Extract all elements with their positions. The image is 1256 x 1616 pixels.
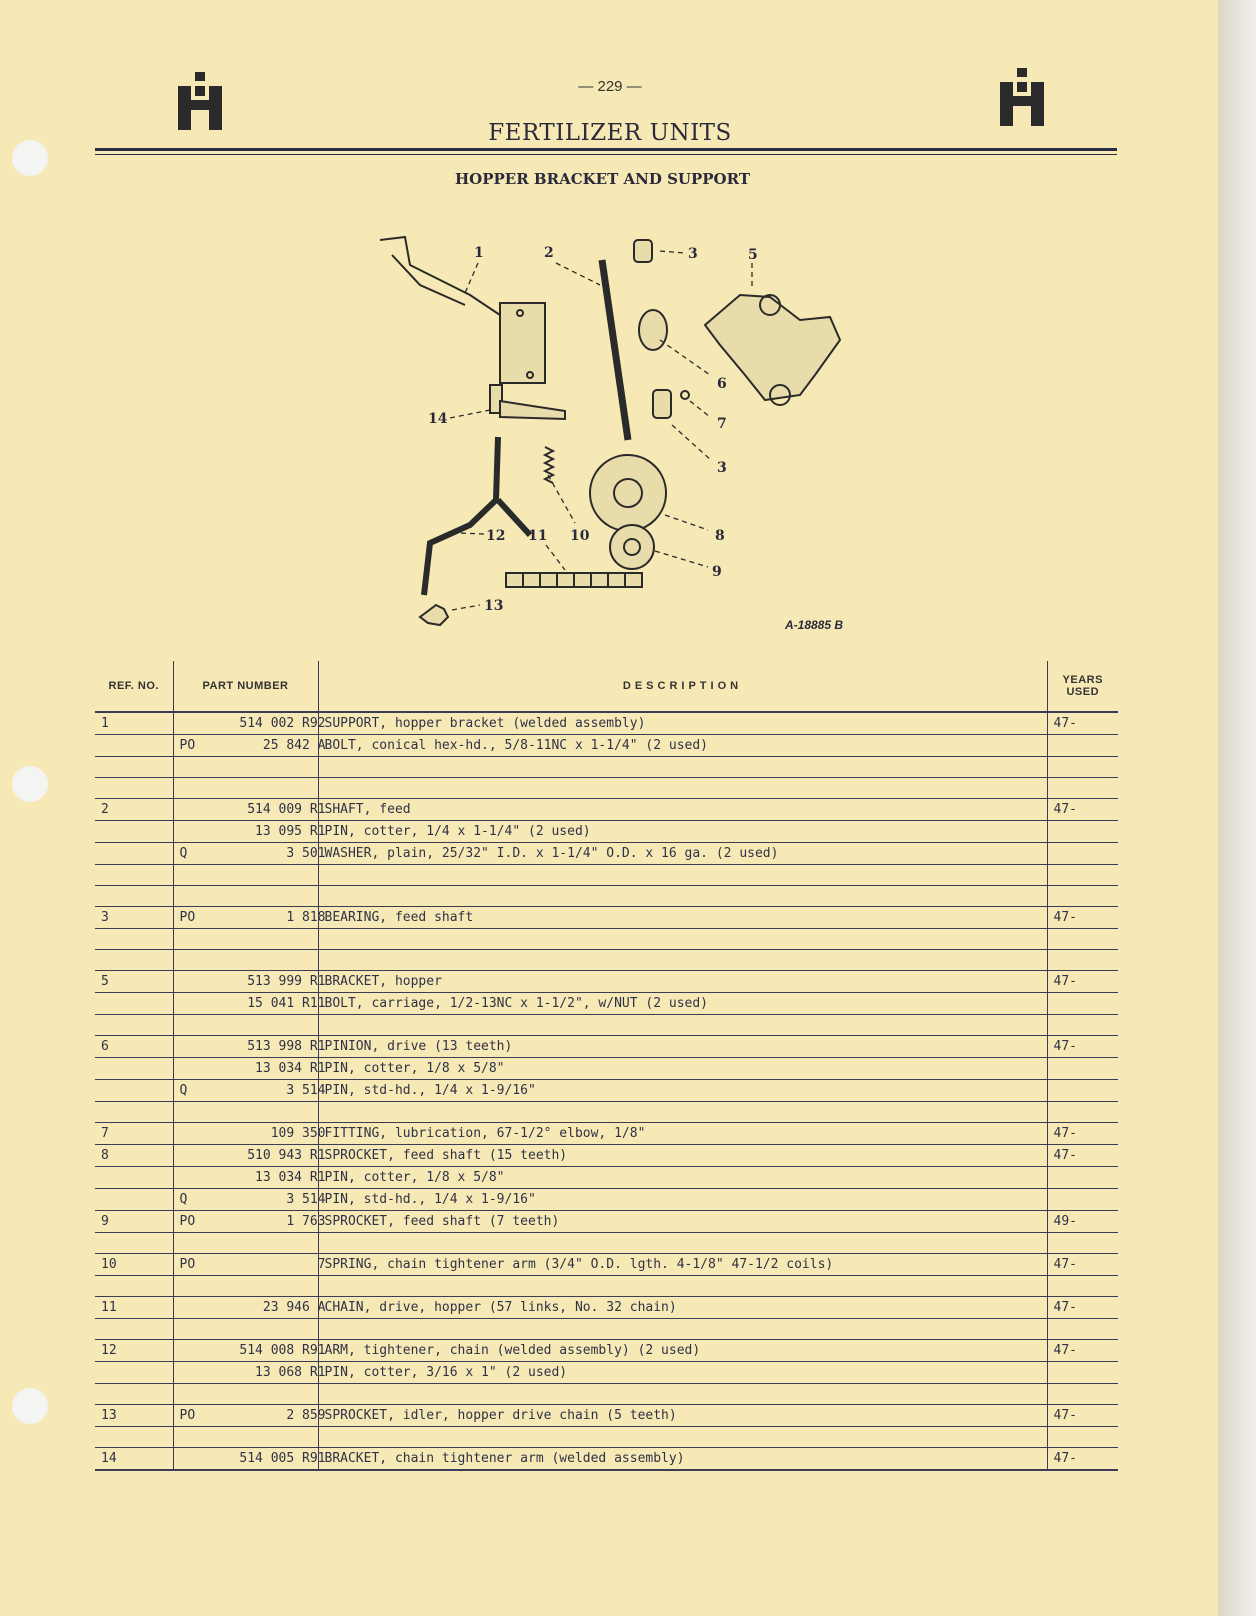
part-number: 13 068 R1: [255, 1365, 326, 1380]
description-cell: [318, 1362, 1047, 1384]
years-used-cell: [1047, 1123, 1118, 1145]
ref-no: 1: [101, 716, 109, 731]
ref-no-cell: [95, 1145, 173, 1167]
table-row: [95, 1189, 1118, 1211]
years-used-cell: [1047, 1276, 1118, 1297]
part-number: 25 842 A: [262, 738, 326, 753]
ref-no-cell: [95, 1362, 173, 1384]
ref-no-cell: [95, 886, 173, 907]
part-number-cell: [173, 1448, 326, 1471]
ref-no-cell: [95, 1036, 173, 1058]
ref-no-cell: [95, 1015, 173, 1036]
description-cell: [318, 1211, 1047, 1233]
part-number-cell: [173, 843, 326, 865]
description-cell: [318, 1189, 1047, 1211]
callout-5: 5: [748, 247, 758, 263]
table-row: [95, 1167, 1118, 1189]
description-cell: [318, 799, 1047, 821]
table-row: [95, 712, 1118, 735]
description: PIN, cotter, 3/16 x 1" (2 used): [324, 1365, 568, 1380]
table-row: [95, 1254, 1118, 1276]
callout-2: 2: [544, 245, 554, 261]
description: SPROCKET, feed shaft (15 teeth): [324, 1148, 568, 1163]
part-prefix: PO: [179, 738, 196, 753]
part-number-cell: [173, 1427, 318, 1448]
description-cell: [318, 1123, 1047, 1145]
table-row: [95, 1319, 1118, 1340]
table-row: [95, 1448, 1118, 1471]
years-used-cell: [1047, 1145, 1118, 1167]
header-years-used: [1047, 661, 1118, 712]
description: SHAFT, feed: [324, 802, 411, 817]
description-cell: [318, 1297, 1047, 1319]
years-used-cell: [1047, 907, 1118, 929]
description-cell: [318, 1058, 1047, 1080]
ref-no: 13: [101, 1408, 117, 1423]
ref-no-cell: [95, 1080, 173, 1102]
years-used: 47-: [1053, 1148, 1077, 1163]
table-row: [95, 1036, 1118, 1058]
table-row: [95, 950, 1118, 971]
table-row: [95, 1427, 1118, 1448]
description: PIN, cotter, 1/4 x 1-1/4" (2 used): [324, 824, 591, 839]
description: CHAIN, drive, hopper (57 links, No. 32 chain): [324, 1300, 677, 1315]
description-cell: [318, 1036, 1047, 1058]
description-cell: [318, 950, 1047, 971]
ref-no-cell: [95, 799, 173, 821]
years-used: 47-: [1053, 910, 1077, 925]
part-number: 1 818: [286, 910, 326, 925]
table-row: [95, 886, 1118, 907]
years-used-cell: [1047, 1080, 1118, 1102]
table-row: [95, 778, 1118, 799]
callout-11: 11: [528, 528, 548, 544]
years-used-cell: [1047, 1340, 1118, 1362]
description: PIN, std-hd., 1/4 x 1-9/16": [324, 1083, 536, 1098]
years-used: 47-: [1053, 802, 1077, 817]
part-number-cell: [173, 865, 318, 886]
years-used-cell: [1047, 799, 1118, 821]
header-part-number: PART NUMBER: [173, 661, 318, 712]
ref-no-cell: [95, 1448, 173, 1471]
years-used: 47-: [1053, 974, 1077, 989]
part-prefix: Q: [179, 1083, 188, 1098]
callout-3: 3: [688, 246, 698, 262]
years-used: 47-: [1053, 1257, 1077, 1272]
header-description: DESCRIPTION: [318, 661, 1047, 712]
description-cell: [318, 993, 1047, 1015]
years-used-cell: [1047, 1297, 1118, 1319]
description: BOLT, carriage, 1/2-13NC x 1-1/2", w/NUT (2 used): [324, 996, 709, 1011]
description-cell: [318, 929, 1047, 950]
callout-7: 7: [717, 416, 727, 432]
part-number: 13 034 R1: [255, 1170, 326, 1185]
table-row: [95, 843, 1118, 865]
table-row: [95, 1340, 1118, 1362]
callout-14: 14: [428, 411, 448, 427]
part-number: 13 034 R1: [255, 1061, 326, 1076]
table-row: [95, 735, 1118, 757]
years-used-cell: [1047, 1405, 1118, 1427]
part-number-cell: [173, 950, 318, 971]
part-number: 1 763: [286, 1214, 326, 1229]
binder-hole: [12, 1388, 48, 1424]
ref-no-cell: [95, 1189, 173, 1211]
table-row: [95, 1276, 1118, 1297]
ref-no-cell: [95, 1123, 173, 1145]
exploded-parts-illustration: [360, 225, 880, 645]
years-used-cell: [1047, 971, 1118, 993]
part-number: 3 514: [286, 1083, 326, 1098]
ref-no-cell: [95, 907, 173, 929]
figure-code: A-18885 B: [785, 618, 844, 632]
ref-no-cell: [95, 1427, 173, 1448]
part-prefix: Q: [179, 846, 188, 861]
years-used-cell: [1047, 1036, 1118, 1058]
description-cell: [318, 1254, 1047, 1276]
ref-no: 7: [101, 1126, 109, 1141]
part-prefix: PO: [179, 1408, 196, 1423]
ref-no: 10: [101, 1257, 117, 1272]
part-number-cell: [173, 1189, 326, 1211]
ref-no-cell: [95, 1340, 173, 1362]
part-number-cell: [173, 1036, 326, 1058]
years-used-cell: [1047, 1189, 1118, 1211]
description: BRACKET, chain tightener arm (welded assembly): [324, 1451, 685, 1466]
callout-1: 1: [474, 245, 484, 261]
description: SPRING, chain tightener arm (3/4" O.D. lgth. 4-1/8" 47-1/2 coils): [324, 1257, 834, 1272]
description: SPROCKET, idler, hopper drive chain (5 teeth): [324, 1408, 677, 1423]
part-number-cell: [173, 821, 326, 843]
description: BEARING, feed shaft: [324, 910, 474, 925]
part-number-cell: [173, 886, 318, 907]
part-prefix: Q: [179, 1192, 188, 1207]
description-cell: [318, 821, 1047, 843]
ref-no: 2: [101, 802, 109, 817]
description-cell: [318, 865, 1047, 886]
part-number-cell: [173, 778, 318, 799]
description: FITTING, lubrication, 67-1/2° elbow, 1/8": [324, 1126, 646, 1141]
parts-table: [95, 661, 1118, 1471]
years-used-cell: [1047, 1015, 1118, 1036]
part-number-cell: [173, 1233, 318, 1254]
description: PIN, std-hd., 1/4 x 1-9/16": [324, 1192, 536, 1207]
years-used-cell: [1047, 1211, 1118, 1233]
ref-no-cell: [95, 1167, 173, 1189]
part-prefix: PO: [179, 1214, 196, 1229]
years-used-cell: [1047, 993, 1118, 1015]
description-cell: [318, 1233, 1047, 1254]
part-number: 513 998 R1: [247, 1039, 326, 1054]
part-number-cell: [173, 1123, 326, 1145]
years-used-cell: [1047, 1384, 1118, 1405]
part-number-cell: [173, 712, 326, 735]
description-cell: [318, 1405, 1047, 1427]
table-row: [95, 1362, 1118, 1384]
header-ref-no: REF. NO.: [95, 661, 173, 712]
part-number: 13 095 R1: [255, 824, 326, 839]
part-number-cell: [173, 1080, 326, 1102]
description-cell: [318, 971, 1047, 993]
ref-no-cell: [95, 1297, 173, 1319]
part-number-cell: [173, 1340, 326, 1362]
table-row: [95, 1384, 1118, 1405]
callout-9: 9: [712, 564, 722, 580]
part-number-cell: [173, 1254, 326, 1276]
years-used-cell: [1047, 712, 1118, 735]
description-cell: [318, 1427, 1047, 1448]
years-used: 47-: [1053, 1300, 1077, 1315]
part-number: 513 999 R1: [247, 974, 326, 989]
ref-no-cell: [95, 1319, 173, 1340]
callout-12: 12: [486, 528, 506, 544]
description-cell: [318, 1145, 1047, 1167]
years-used: 47-: [1053, 1039, 1077, 1054]
part-number-cell: [173, 993, 326, 1015]
years-used-cell: [1047, 821, 1118, 843]
section-subtitle: HOPPER BRACKET AND SUPPORT: [455, 170, 750, 188]
ref-no-cell: [95, 950, 173, 971]
table-row: [95, 907, 1118, 929]
description-cell: [318, 843, 1047, 865]
years-used-cell: [1047, 1254, 1118, 1276]
binder-hole: [12, 140, 48, 176]
table-row: [95, 799, 1118, 821]
years-used: 47-: [1053, 1343, 1077, 1358]
description: PIN, cotter, 1/8 x 5/8": [324, 1061, 505, 1076]
part-number: 514 002 R92: [239, 716, 326, 731]
part-number-cell: [173, 1015, 318, 1036]
part-number: 7: [317, 1257, 326, 1272]
years-used-cell: [1047, 843, 1118, 865]
header-years-line1: YEARS: [1062, 674, 1103, 686]
description-cell: [318, 1384, 1047, 1405]
years-used-cell: [1047, 1362, 1118, 1384]
ih-logo-left: [176, 70, 224, 134]
part-number-cell: [173, 1362, 326, 1384]
table-row: [95, 971, 1118, 993]
years-used: 47-: [1053, 1408, 1077, 1423]
page-title: FERTILIZER UNITS: [488, 120, 732, 146]
table-row: [95, 1102, 1118, 1123]
table-row: [95, 1145, 1118, 1167]
ref-no-cell: [95, 735, 173, 757]
ref-no: 5: [101, 974, 109, 989]
part-number: 109 350: [270, 1126, 326, 1141]
description: SUPPORT, hopper bracket (welded assembly): [324, 716, 646, 731]
table-row: [95, 1405, 1118, 1427]
part-prefix: PO: [179, 1257, 196, 1272]
table-row: [95, 1015, 1118, 1036]
ref-no-cell: [95, 1233, 173, 1254]
ref-no-cell: [95, 993, 173, 1015]
years-used-cell: [1047, 1058, 1118, 1080]
table-header-row: [95, 661, 1118, 712]
description-cell: [318, 778, 1047, 799]
ref-no: 14: [101, 1451, 117, 1466]
description: ARM, tightener, chain (welded assembly) (2 used): [324, 1343, 701, 1358]
ref-no: 8: [101, 1148, 109, 1163]
ref-no-cell: [95, 971, 173, 993]
part-number-cell: [173, 757, 318, 778]
years-used-cell: [1047, 1233, 1118, 1254]
years-used-cell: [1047, 1319, 1118, 1340]
title-rule: [95, 148, 1117, 151]
description-cell: [318, 1102, 1047, 1123]
years-used: 49-: [1053, 1214, 1077, 1229]
years-used: 47-: [1053, 1451, 1077, 1466]
part-number: 2 859: [286, 1408, 326, 1423]
years-used-cell: [1047, 950, 1118, 971]
description-cell: [318, 1340, 1047, 1362]
binder-hole: [12, 766, 48, 802]
callout-8: 8: [715, 528, 725, 544]
part-number: 510 943 R1: [247, 1148, 326, 1163]
ref-no: 9: [101, 1214, 109, 1229]
header-years-line2: USED: [1066, 686, 1100, 698]
part-number-cell: [173, 1058, 326, 1080]
part-number: 3 514: [286, 1192, 326, 1207]
ref-no-cell: [95, 712, 173, 735]
ref-no: 11: [101, 1300, 117, 1315]
part-number: 514 008 R91: [239, 1343, 326, 1358]
years-used-cell: [1047, 735, 1118, 757]
years-used-cell: [1047, 865, 1118, 886]
description-cell: [318, 907, 1047, 929]
part-number: 15 041 R11: [247, 996, 326, 1011]
page-edge: [1218, 0, 1256, 1616]
ref-no-cell: [95, 1102, 173, 1123]
description-cell: [318, 735, 1047, 757]
table-row: [95, 1080, 1118, 1102]
table-row: [95, 993, 1118, 1015]
part-number-cell: [173, 971, 326, 993]
years-used-cell: [1047, 757, 1118, 778]
part-number-cell: [173, 907, 326, 929]
part-number-cell: [173, 1384, 318, 1405]
ref-no-cell: [95, 865, 173, 886]
ref-no: 12: [101, 1343, 117, 1358]
description: BOLT, conical hex-hd., 5/8-11NC x 1-1/4" (2 used): [324, 738, 709, 753]
part-number: 514 005 R91: [239, 1451, 326, 1466]
part-number-cell: [173, 799, 326, 821]
table-row: [95, 1058, 1118, 1080]
description-cell: [318, 1319, 1047, 1340]
years-used-cell: [1047, 1167, 1118, 1189]
ref-no-cell: [95, 757, 173, 778]
description-cell: [318, 1167, 1047, 1189]
years-used-cell: [1047, 929, 1118, 950]
years-used-cell: [1047, 1427, 1118, 1448]
part-number-cell: [173, 1167, 326, 1189]
table-row: [95, 1211, 1118, 1233]
ref-no: 6: [101, 1039, 109, 1054]
description-cell: [318, 1015, 1047, 1036]
table-row: [95, 1233, 1118, 1254]
table-row: [95, 1123, 1118, 1145]
title-rule-thin: [95, 154, 1117, 155]
description: PINION, drive (13 teeth): [324, 1039, 513, 1054]
description-cell: [318, 1448, 1047, 1471]
description: WASHER, plain, 25/32" I.D. x 1-1/4" O.D. x 16 ga. (2 used): [324, 846, 779, 861]
part-number-cell: [173, 1319, 318, 1340]
ref-no-cell: [95, 1384, 173, 1405]
years-used-cell: [1047, 886, 1118, 907]
ref-no: 3: [101, 910, 109, 925]
page-number: — 229 —: [578, 78, 642, 95]
table-row: [95, 865, 1118, 886]
table-row: [95, 821, 1118, 843]
callout-6: 6: [717, 376, 727, 392]
years-used-cell: [1047, 778, 1118, 799]
ih-logo-right: [998, 66, 1046, 130]
table-row: [95, 1297, 1118, 1319]
ref-no-cell: [95, 1405, 173, 1427]
ref-no-cell: [95, 1254, 173, 1276]
years-used-cell: [1047, 1102, 1118, 1123]
ref-no-cell: [95, 778, 173, 799]
ref-no-cell: [95, 929, 173, 950]
table-row: [95, 757, 1118, 778]
description-cell: [318, 1080, 1047, 1102]
ref-no-cell: [95, 1211, 173, 1233]
part-prefix: PO: [179, 910, 196, 925]
part-number: 514 009 R1: [247, 802, 326, 817]
years-used: 47-: [1053, 716, 1077, 731]
part-number-cell: [173, 1297, 326, 1319]
part-number-cell: [173, 1102, 318, 1123]
ref-no-cell: [95, 843, 173, 865]
callout-13: 13: [484, 598, 504, 614]
ref-no-cell: [95, 821, 173, 843]
description-cell: [318, 712, 1047, 735]
years-used: 47-: [1053, 1126, 1077, 1141]
ref-no-cell: [95, 1058, 173, 1080]
table-row: [95, 929, 1118, 950]
callout-10: 10: [570, 528, 590, 544]
part-number-cell: [173, 929, 318, 950]
part-number: 3 501: [286, 846, 326, 861]
description: PIN, cotter, 1/8 x 5/8": [324, 1170, 505, 1185]
part-number: 23 946 A: [262, 1300, 326, 1315]
part-number-cell: [173, 1211, 326, 1233]
part-number-cell: [173, 1145, 326, 1167]
description: BRACKET, hopper: [324, 974, 442, 989]
part-number-cell: [173, 1405, 326, 1427]
callout-3b: 3: [717, 460, 727, 476]
description-cell: [318, 1276, 1047, 1297]
years-used-cell: [1047, 1448, 1118, 1471]
description-cell: [318, 757, 1047, 778]
ref-no-cell: [95, 1276, 173, 1297]
part-number-cell: [173, 735, 326, 757]
description: SPROCKET, feed shaft (7 teeth): [324, 1214, 560, 1229]
description-cell: [318, 886, 1047, 907]
part-number-cell: [173, 1276, 318, 1297]
